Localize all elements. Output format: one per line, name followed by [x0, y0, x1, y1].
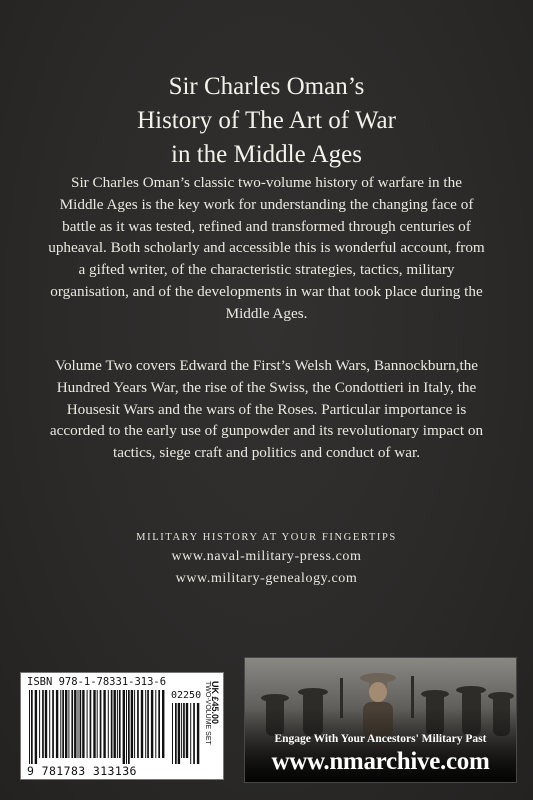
title-line-3: in the Middle Ages [171, 141, 362, 168]
promo-caption: Engage With Your Ancestors' Military Past [274, 733, 487, 745]
title-line-1: Sir Charles Oman’s [168, 73, 365, 100]
book-title [20, 70, 513, 172]
price-code: 02250 [171, 690, 202, 701]
promo-url: www.nmarchive.com [271, 748, 490, 775]
price-barcode-icon [170, 703, 202, 764]
description-paragraph-2: Volume Two covers Edward the First’s Welsh Wars, Bannockburn,the Hundred Years War, the rise of the Swiss, the Condottieri in Italy, the Housesit Wars and the wars of the Roses. Particular importance is accorded to the early use of gunpowder and its revolutionary impact on tactics, siege craft and politics and conduct of war. [49, 357, 484, 462]
set-label: TWO-VOLUME SET [204, 681, 211, 745]
ean-digits: 9 781783 313136 [27, 764, 137, 778]
isbn-label: ISBN 978-1-78331-313-6 [27, 676, 167, 688]
publisher-tagline: MILITARY HISTORY AT YOUR FINGERTIPS [136, 532, 397, 543]
description-paragraph-1: Sir Charles Oman’s classic two-volume history of warfare in the Middle Ages is the key work for understanding the changing face of battle as it was tested, refined and transformed through centuries of upheaval. Both scholarly and accessible this is wonderful account, from a gifted writer, of the characteristic strategies, tactics, military organisation, and of the developments in war that took place during the Middle Ages. [48, 174, 485, 322]
ean-barcode-icon [27, 690, 167, 764]
barcode-box [20, 672, 224, 780]
title-line-2: History of The Art of War [137, 107, 396, 134]
publisher-url-1: www.naval-military-press.com [171, 549, 362, 564]
publisher-url-2: www.military-genealogy.com [175, 571, 358, 586]
price-label: UK £45.00 [210, 681, 220, 725]
archive-promo-banner [244, 657, 517, 783]
price-side-label [205, 681, 223, 773]
